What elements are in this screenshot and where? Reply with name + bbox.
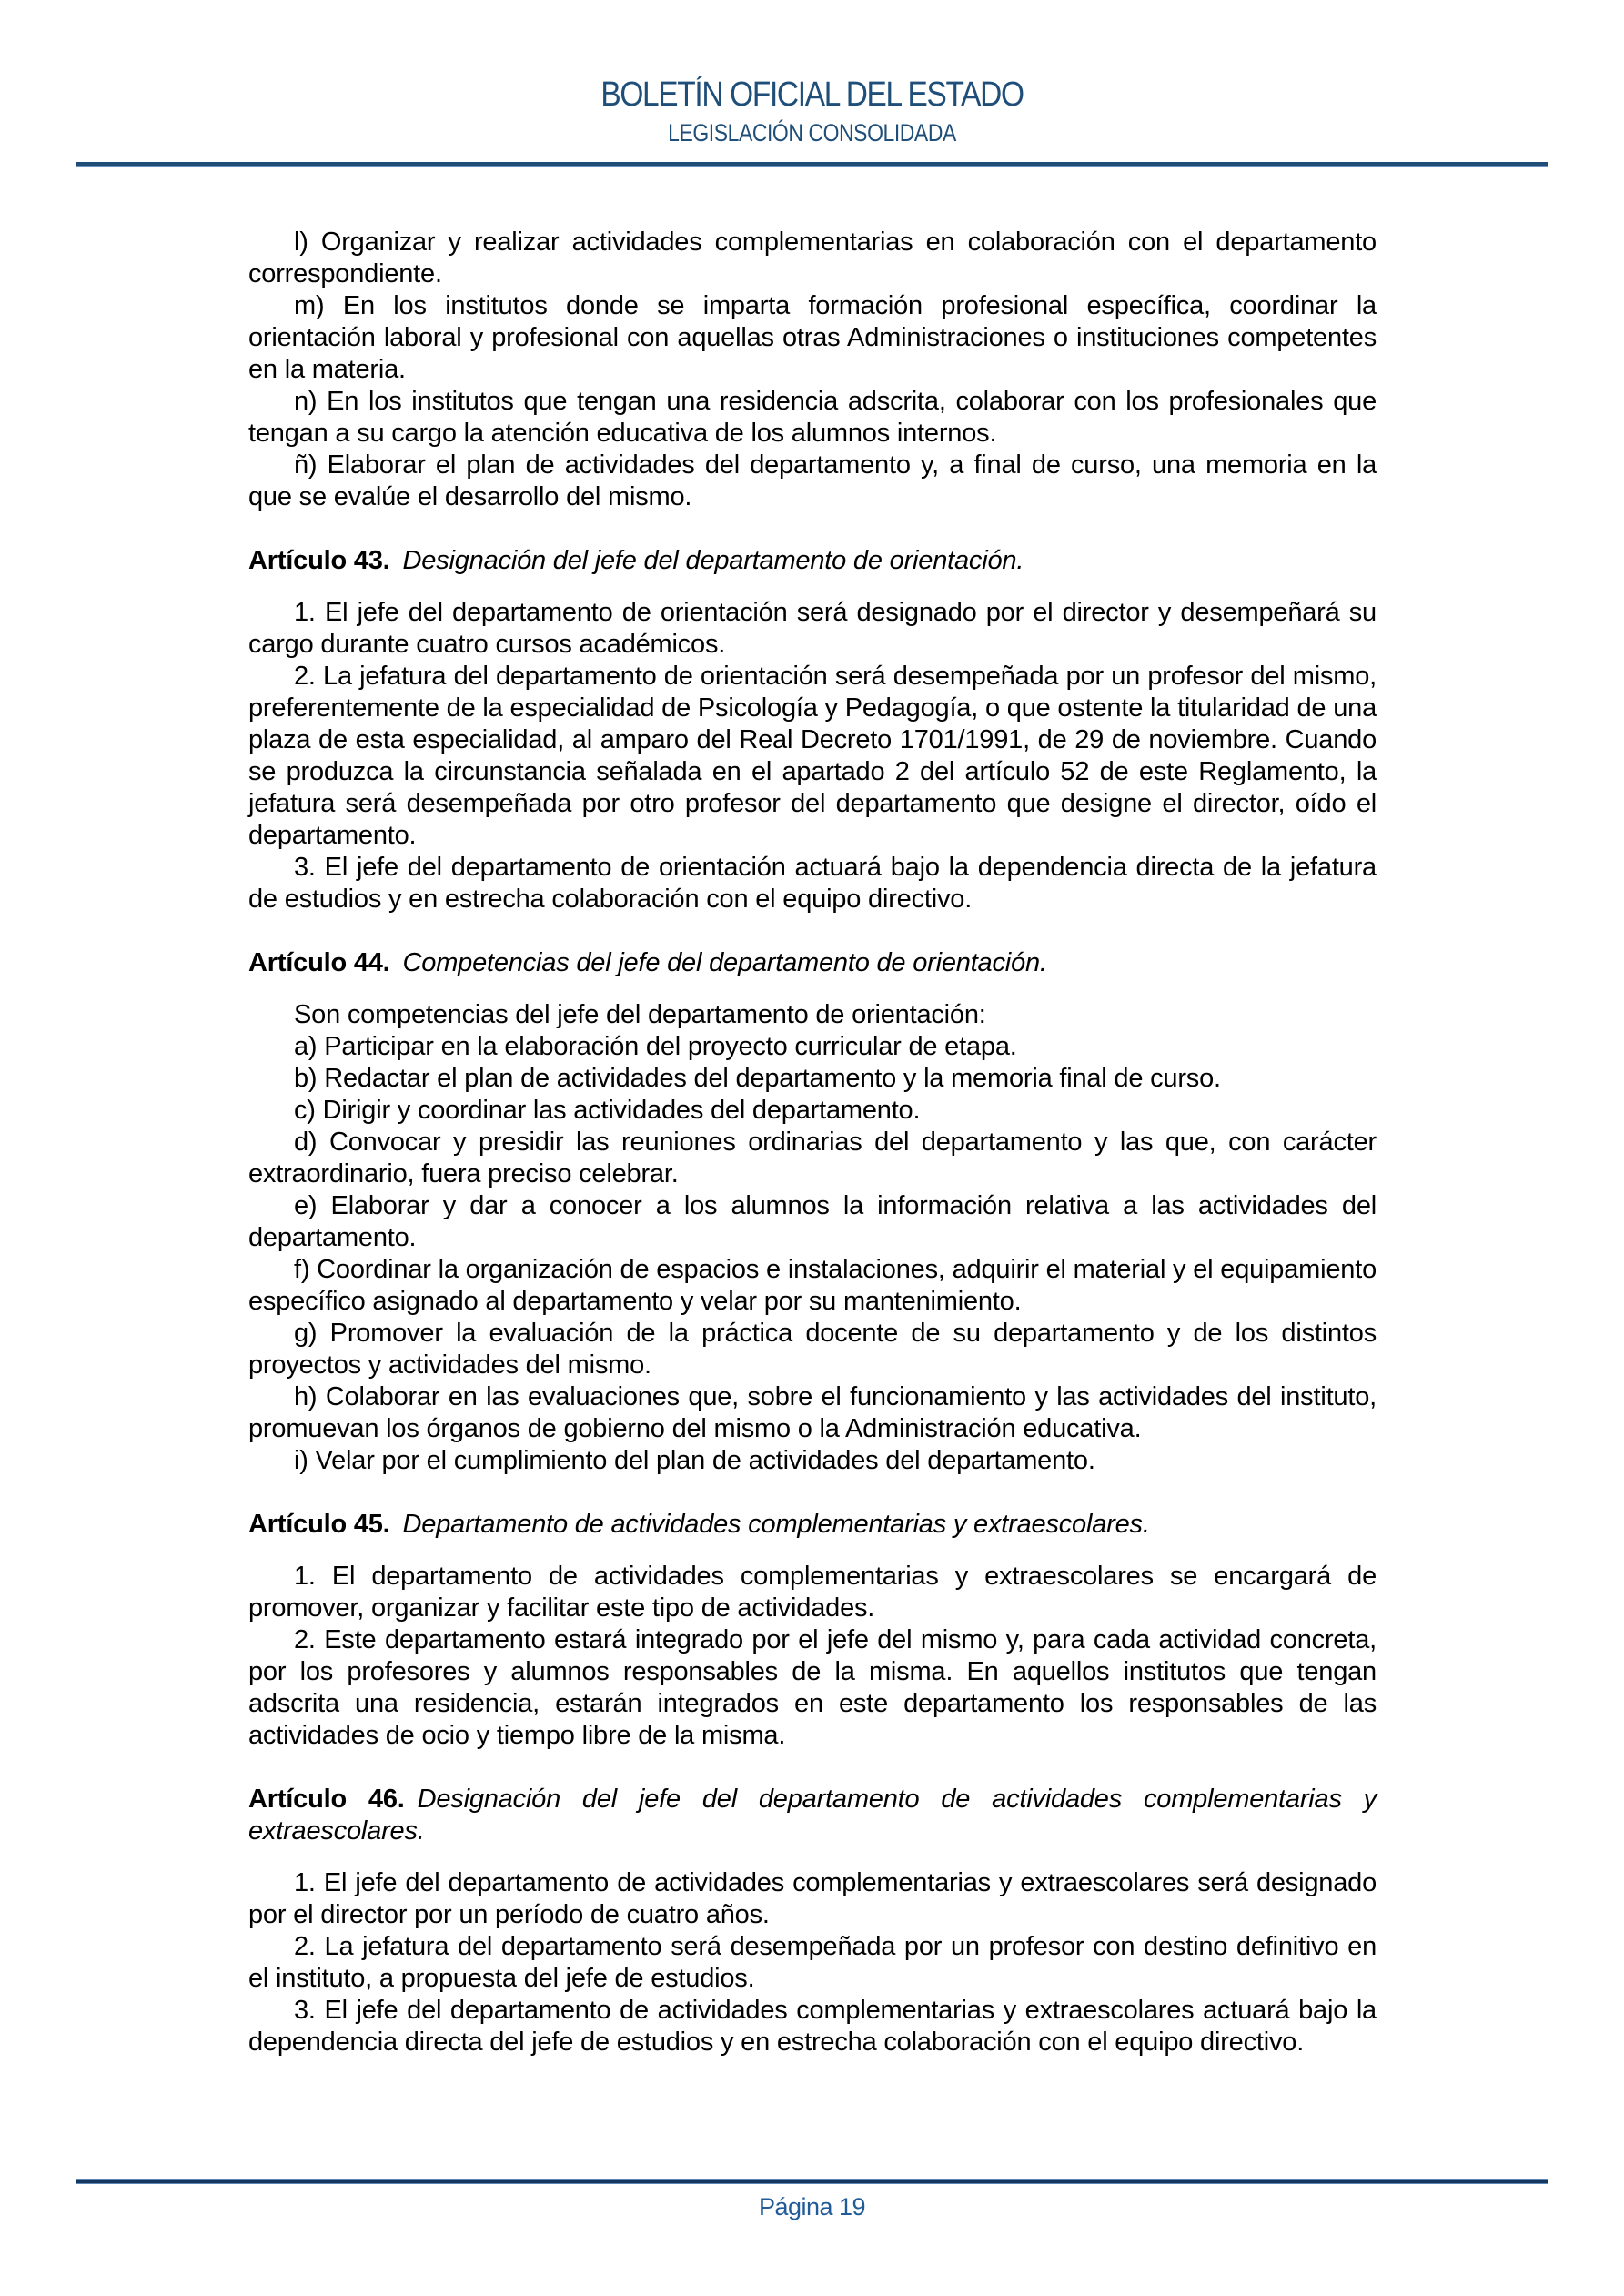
article-number: Artículo 46. xyxy=(248,1785,405,1814)
article-paragraph: d) Convocar y presidir las reuniones ordinarias del departamento y las que, con carácter extraordinario, fuera preciso celebrar. xyxy=(248,1128,1377,1188)
article-paragraph: 2. La jefatura del departamento de orientación será desempeñada por un profesor del mismo, preferentemente de la especialidad de Psicología y Pedagogía, o que ostente la titularidad de una plaza de esta especialidad, al amparo del Real Decreto 1701/1991, de 29 de noviembre. Cuando se produzca la circunstancia señalada en el apartado 2 del artículo 52 de este Reglamento, la jefatura será desempeñada por otro profesor del departamento que designe el director, oído el departamento. xyxy=(248,662,1377,850)
article-title: Departamento de actividades complementarias y extraescolares. xyxy=(402,1510,1150,1539)
article-44 xyxy=(248,947,1377,1477)
article-paragraph: c) Dirigir y coordinar las actividades del departamento. xyxy=(294,1096,921,1125)
article-heading xyxy=(248,545,1377,577)
article-paragraph: b) Redactar el plan de actividades del departamento y la memoria final de curso. xyxy=(294,1064,1221,1093)
article-paragraph: Son competencias del jefe del departamento de orientación: xyxy=(294,1000,986,1029)
article-paragraph: i) Velar por el cumplimiento del plan de actividades del departamento. xyxy=(294,1446,1095,1475)
article-paragraph: 1. El jefe del departamento de orientación será designado por el director y desempeñará su cargo durante cuatro cursos académicos. xyxy=(248,598,1377,659)
article-title: Designación del jefe del departamento de actividades complementarias y extraescolares. xyxy=(248,1785,1377,1846)
document-body xyxy=(248,227,1377,2058)
article-paragraph: f) Coordinar la organización de espacios e instalaciones, adquirir el material y el equipamiento específico asignado al departamento y velar por su mantenimiento. xyxy=(248,1255,1377,1316)
article-number: Artículo 44. xyxy=(248,948,390,977)
article-paragraph: 2. La jefatura del departamento será desempeñada por un profesor con destino definitivo en el instituto, a propuesta del jefe de estudios. xyxy=(248,1932,1377,1993)
article-paragraph: 1. El departamento de actividades complementarias y extraescolares se encargará de promover, organizar y facilitar este tipo de actividades. xyxy=(248,1562,1377,1623)
article-heading xyxy=(248,1509,1377,1541)
article-title: Designación del jefe del departamento de orientación. xyxy=(402,546,1024,575)
intro-paragraph-m: m) En los institutos donde se imparta formación profesional específica, coordinar la orientación laboral y profesional con aquellas otras Administraciones o instituciones competentes en la materia. xyxy=(248,291,1377,384)
article-paragraph: h) Colaborar en las evaluaciones que, sobre el funcionamiento y las actividades del instituto, promuevan los órganos de gobierno del mismo o la Administración educativa. xyxy=(248,1382,1377,1443)
article-heading xyxy=(248,947,1377,979)
article-paragraph: a) Participar en la elaboración del proyecto curricular de etapa. xyxy=(294,1032,1017,1061)
article-paragraph: 1. El jefe del departamento de actividades complementarias y extraescolares será designado por el director por un período de cuatro años. xyxy=(248,1868,1377,1929)
footer-rule xyxy=(76,2179,1548,2184)
article-paragraph: e) Elaborar y dar a conocer a los alumnos la información relativa a las actividades del departamento. xyxy=(248,1191,1377,1252)
article-paragraph: 2. Este departamento estará integrado por el jefe del mismo y, para cada actividad concreta, por los profesores y alumnos responsables de la misma. En aquellos institutos que tengan adscrita una residencia, estarán integrados en este departamento los responsables de las actividades de ocio y tiempo libre de la misma. xyxy=(248,1625,1377,1750)
header-rule xyxy=(76,162,1548,167)
article-paragraph: g) Promover la evaluación de la práctica docente de su departamento y de los distintos proyectos y actividades del mismo. xyxy=(248,1319,1377,1380)
page-number: Página 19 xyxy=(758,2193,866,2220)
article-number: Artículo 45. xyxy=(248,1510,390,1539)
boe-title: BOLETÍN OFICIAL DEL ESTADO xyxy=(600,76,1024,114)
page-header xyxy=(0,75,1624,147)
article-paragraph: 3. El jefe del departamento de orientación actuará bajo la dependencia directa de la jefatura de estudios y en estrecha colaboración con el equipo directivo. xyxy=(248,853,1377,914)
article-45 xyxy=(248,1509,1377,1752)
intro-paragraph-l: l) Organizar y realizar actividades complementarias en colaboración con el departamento correspondiente. xyxy=(248,228,1377,288)
article-46 xyxy=(248,1784,1377,2058)
article-43 xyxy=(248,545,1377,915)
intro-paragraph-n: n) En los institutos que tengan una residencia adscrita, colaborar con los profesionales que tengan a su cargo la atención educativa de los alumnos internos. xyxy=(248,387,1377,448)
article-title: Competencias del jefe del departamento de orientación. xyxy=(402,948,1047,977)
article-heading xyxy=(248,1784,1377,1847)
article-paragraph: 3. El jefe del departamento de actividades complementarias y extraescolares actuará bajo la dependencia directa del jefe de estudios y en estrecha colaboración con el equipo directivo. xyxy=(248,1996,1377,2057)
boe-subtitle: LEGISLACIÓN CONSOLIDADA xyxy=(668,119,956,147)
intro-paragraph-enye: ñ) Elaborar el plan de actividades del departamento y, a final de curso, una memoria en la que se evalúe el desarrollo del mismo. xyxy=(248,450,1377,511)
article-number: Artículo 43. xyxy=(248,546,390,575)
